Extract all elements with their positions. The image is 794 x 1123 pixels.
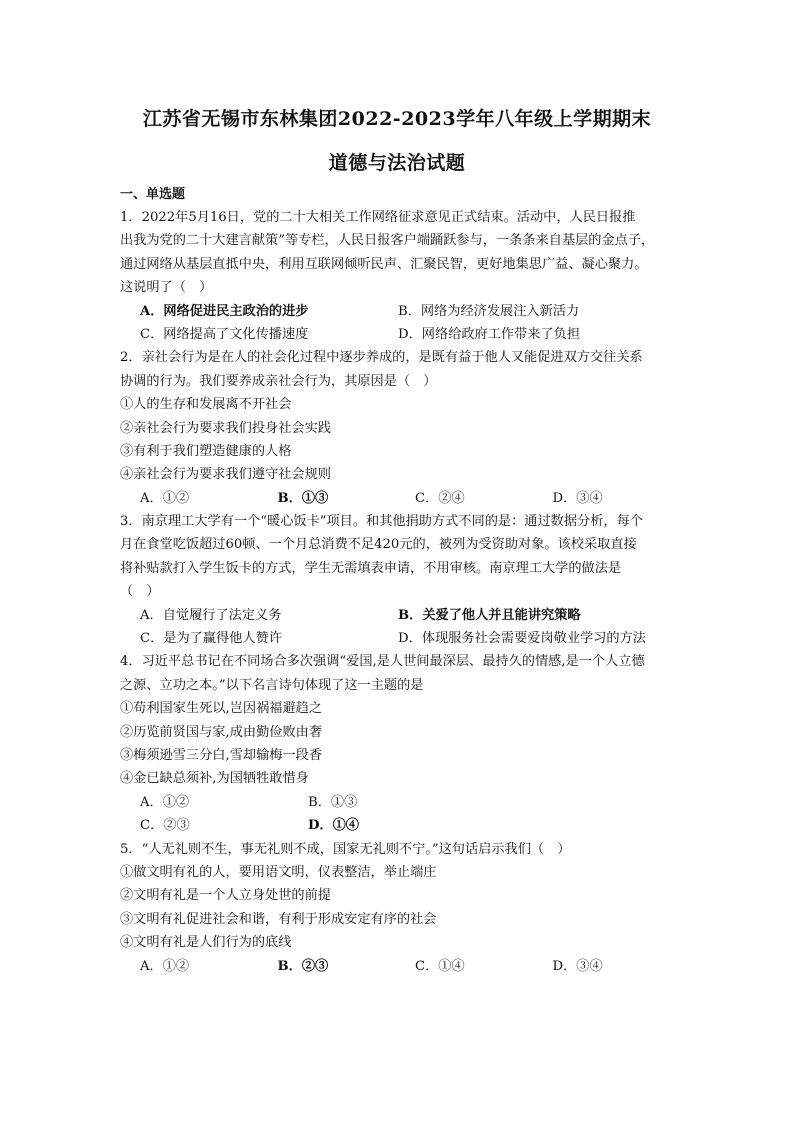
option-c: C．是为了赢得他人赞许 xyxy=(140,631,282,647)
option-a: A．①② xyxy=(140,490,190,506)
statement-item: ②历览前贤国与家,成由勤俭败由奢 xyxy=(120,724,323,740)
statement-item: ②文明有礼是一个人立身处世的前提 xyxy=(120,888,331,904)
option-b: B．关爱了他人并且能讲究策略 xyxy=(398,607,581,623)
question-2 xyxy=(120,346,690,510)
options-row xyxy=(120,955,690,978)
option-a: A．网络促进民主政治的进步 xyxy=(140,303,309,319)
option-b: B．①③ xyxy=(308,794,358,810)
option-b: B．②③ xyxy=(277,958,329,974)
question-text: 2．亲社会行为是在人的社会化过程中逐步养成的，是既有益于他人又能促进双方交往关系 xyxy=(120,350,643,366)
question-5 xyxy=(120,838,690,978)
question-text: 1．2022年5月16日，党的二十大相关工作网络征求意见正式结束。活动中，人民日报推 xyxy=(120,210,636,225)
statement-item: ①苟利国家生死以,岂因祸福避趋之 xyxy=(120,701,323,717)
question-text: 之源、立功之本。”以下名言诗句体现了这一主题的是 xyxy=(120,677,424,693)
question-3 xyxy=(120,510,690,650)
question-text: 3．南京理工大学有一个“暖心饭卡”项目。和其他捐助方式不同的是：通过数据分析，每个 xyxy=(120,514,643,530)
question-1 xyxy=(120,206,690,346)
statement-item: ①人的生存和发展离不开社会 xyxy=(120,397,292,413)
option-a: A．自觉履行了法定义务 xyxy=(140,607,282,623)
question-4 xyxy=(120,650,690,837)
question-text: （ ） xyxy=(120,584,160,600)
option-c: C．②③ xyxy=(140,818,190,834)
statement-item: ①做文明有礼的人，要用语文明，仪表整洁，举止端庄 xyxy=(120,864,437,880)
question-text: 这说明了（ ） xyxy=(120,280,213,296)
option-d: D．①④ xyxy=(308,818,359,834)
statement-item: ②亲社会行为要求我们投身社会实践 xyxy=(120,420,331,436)
options-row xyxy=(120,323,690,346)
section-heading: 一、单选题 xyxy=(120,187,186,202)
options-row xyxy=(120,300,690,323)
question-list xyxy=(120,206,690,978)
option-c: C．①④ xyxy=(415,958,465,974)
option-b: B．网络为经济发展注入新活力 xyxy=(398,303,580,319)
options-row xyxy=(120,791,690,814)
options-row xyxy=(120,487,690,510)
option-d: D．③④ xyxy=(552,490,603,506)
document-subtitle: 道德与法治试题 xyxy=(328,152,466,174)
option-c: C．网络提高了文化传播速度 xyxy=(140,326,309,342)
options-row xyxy=(120,814,690,837)
question-text: 协调的行为。我们要养成亲社会行为，其原因是（ ） xyxy=(120,373,437,389)
question-text: 4．习近平总书记在不同场合多次强调“爱国,是人世间最深层、最持久的情感,是一个人立德 xyxy=(120,654,645,670)
document-title: 江苏省无锡市东林集团2022-2023学年八年级上学期期末 xyxy=(142,108,652,130)
option-a: A．①② xyxy=(140,794,190,810)
statement-item: ③文明有礼促进社会和谐，有利于形成安定有序的社会 xyxy=(120,911,437,927)
statement-item: ③梅须逊雪三分白,雪却输梅一段香 xyxy=(120,747,323,763)
statement-item: ④文明有礼是人们行为的底线 xyxy=(120,935,292,951)
options-row xyxy=(120,604,690,627)
statement-item: ④金已缺总须补,为国牺牲敢惜身 xyxy=(120,771,309,787)
option-d: D．体现服务社会需要爱岗敬业学习的方法 xyxy=(398,631,646,647)
options-row xyxy=(120,627,690,650)
question-text: 出我为党的二十大建言献策”等专栏，人民日报客户端踊跃参与，一条条来自基层的金点子， xyxy=(120,233,655,249)
question-text: 5．“人无礼则不生，事无礼则不成，国家无礼则不宁。”这句话启示我们（ ） xyxy=(120,841,571,857)
option-d: D．网络给政府工作带来了负担 xyxy=(398,326,581,342)
option-c: C．②④ xyxy=(415,490,465,506)
option-d: D．③④ xyxy=(552,958,603,974)
question-text: 通过网络从基层直抵中央，利用互联网倾听民声、汇聚民智，更好地集思广益、凝心聚力。 xyxy=(120,256,648,272)
statement-item: ③有利于我们塑造健康的人格 xyxy=(120,443,292,459)
question-text: 月在食堂吃饭超过60顿、一个月总消费不足420元的，被列为受资助对象。该校采取直接 xyxy=(120,537,637,553)
option-b: B．①③ xyxy=(277,490,329,506)
statement-item: ④亲社会行为要求我们遵守社会规则 xyxy=(120,467,331,483)
option-a: A．①② xyxy=(140,958,190,974)
question-text: 将补贴款打入学生饭卡的方式，学生无需填表申请，不用审核。南京理工大学的做法是 xyxy=(120,560,622,576)
